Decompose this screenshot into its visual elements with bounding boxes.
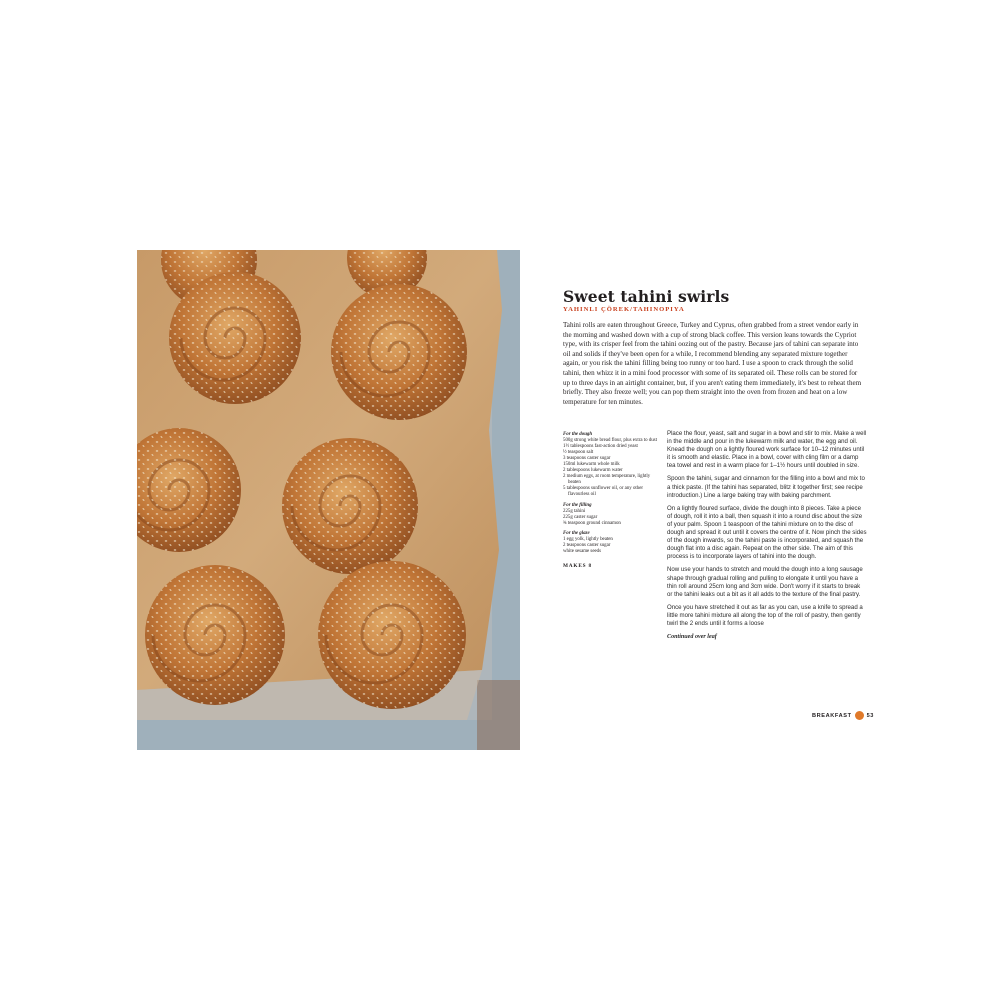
recipe-intro: Tahini rolls are eaten throughout Greece, Turkey and Cyprus, often grabbed from a street vendor early in the morning and washed down with a cup of strong black coffee. This version leans towards the Cypriot type, with its crisper feel from the tahini oozing out of the pastry. Because jars of tahini can separate into oil and solids if they've been open for a while, I recommend blending any separated mixture together again, or you risk the tahini filling being too runny or too hard. I use a spoon to crack through the solid tahini, then whizz it in a mini food processor with some of its separated oil. These rolls can be stored for up to three days in an airtight container, but, if you aren't eating them immediately, it's best to reheat them briefly. They also freeze well; you can pop them straight into the oven from frozen and heat on a low temperature for ten minutes. bbox=[563, 321, 862, 406]
recipe-title: Sweet tahini swirls bbox=[563, 287, 730, 306]
method-steps bbox=[667, 430, 867, 646]
glaze-ingredients bbox=[563, 537, 658, 555]
method-step: Spoon the tahini, sugar and cinnamon for the filling into a bowl and mix to a thick paste. (If the tahini has separated, blitz it together first; see recipe introduction.) Line a large baking tray with baking parchment. bbox=[667, 475, 865, 499]
method-step: Once you have stretched it out as far as you can, use a knife to spread a little more tahini mixture all along the top of the roll of pastry, then gently twirl the 2 ends until it forms a loose bbox=[667, 603, 863, 627]
dough-ingredients bbox=[563, 438, 658, 498]
glaze-heading: For the glaze bbox=[563, 530, 590, 536]
method-step: Now use your hands to stretch and mould the dough into a long sausage shape through gradual rolling and pulling to elongate it until you have a thin roll around 25cm long and 3cm wide. Don't worry if it starts to break or the tahini leaks out a bit as it all adds to the texture of the final pastry. bbox=[667, 566, 863, 598]
recipe-subtitle: YAHINLI ÇÖREK/TAHINOPIYA bbox=[563, 306, 685, 313]
ingredient-item: white sesame seeds bbox=[563, 548, 602, 554]
ingredient-item: 150ml lukewarm whole milk bbox=[563, 462, 620, 468]
ingredient-item: 2 tablespoons lukewarm water bbox=[563, 468, 623, 474]
ingredient-item: 225g tahini bbox=[563, 508, 586, 514]
ingredient-item: 5 tablespoons sunflower oil, or any other flavourless oil bbox=[563, 486, 644, 498]
filling-heading: For the filling bbox=[563, 502, 592, 508]
section-dot-icon bbox=[855, 711, 864, 720]
ingredient-item: 3 teaspoons caster sugar bbox=[563, 456, 611, 462]
section-name: BREAKFAST bbox=[812, 712, 852, 719]
ingredient-item: 500g strong white bread flour, plus extra to dust bbox=[563, 438, 657, 444]
yield-label: MAKES 8 bbox=[563, 562, 592, 569]
page-footer bbox=[812, 711, 874, 720]
ingredients-list bbox=[563, 432, 658, 569]
dough-heading: For the dough bbox=[563, 432, 593, 437]
ingredient-item: ½ teaspoon salt bbox=[563, 450, 594, 456]
method-step: On a lightly floured surface, divide the dough into 8 pieces. Take a piece of dough, roll it into a ball, then squash it into a round disc about the size of your palm. Spoon 1 teaspoon of the tahini mixture on to the disc of dough and spread it out until it covers the centre of it. Now pinch the sides of the dough inwards, so the tahini paste is incorporated, and squash the dough flat into a disc again. Repeat on the other side. The aim of this process is to incorporate layers of tahini into the dough. bbox=[667, 504, 867, 561]
bun-3 bbox=[169, 272, 301, 404]
bun-7 bbox=[145, 565, 285, 705]
filling-ingredients bbox=[563, 509, 658, 527]
page-number: 53 bbox=[866, 712, 875, 719]
ingredient-item: 225g caster sugar bbox=[563, 514, 598, 520]
ingredient-item: 1 egg yolk, lightly beaten bbox=[563, 536, 613, 542]
recipe-photo bbox=[137, 250, 520, 750]
ingredient-item: 1½ tablespoons fast-action dried yeast bbox=[563, 444, 638, 450]
bun-8 bbox=[318, 561, 466, 709]
ingredient-item: ¾ teaspoon ground cinnamon bbox=[563, 520, 621, 526]
continued-note: Continued over leaf bbox=[667, 634, 717, 641]
ingredient-item: 2 teaspoons caster sugar bbox=[563, 542, 611, 548]
method-step: Place the flour, yeast, salt and sugar in a bowl and stir to mix. Make a well in the middle and pour in the lukewarm milk and water, the egg and oil. Knead the dough on a lightly floured work surface for 10–12 minutes until it is smooth and elastic. Place in a bowl, cover with cling film or a damp tea towel and rest in a warm place for 1–1½ hours until doubled in size. bbox=[667, 430, 867, 470]
ingredient-item: 2 medium eggs, at room temperature, lightly beaten bbox=[563, 474, 651, 486]
bun-6 bbox=[282, 438, 418, 574]
bun-4 bbox=[331, 284, 467, 420]
